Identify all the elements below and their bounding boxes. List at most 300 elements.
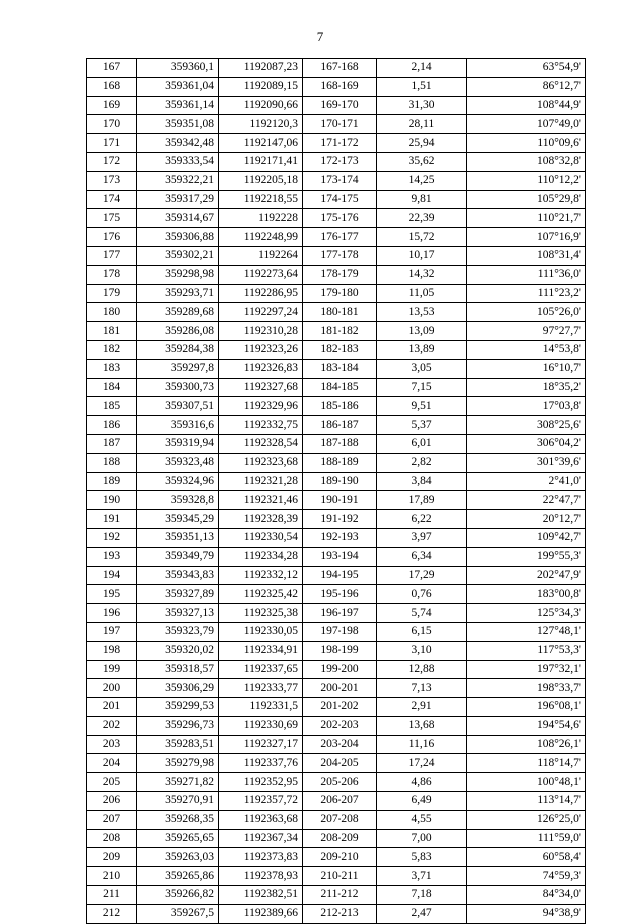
segment-cell: 167-168 — [303, 59, 377, 78]
length-cell: 35,62 — [377, 152, 467, 171]
length-cell: 7,18 — [377, 886, 467, 905]
table-row — [87, 340, 586, 359]
point-number-cell: 209 — [87, 848, 137, 867]
length-cell: 3,97 — [377, 528, 467, 547]
x-coordinate-cell: 359286,08 — [137, 322, 219, 341]
segment-cell: 180-181 — [303, 303, 377, 322]
point-number-cell: 185 — [87, 397, 137, 416]
length-cell: 28,11 — [377, 115, 467, 134]
x-coordinate-cell: 359333,54 — [137, 152, 219, 171]
segment-cell: 172-173 — [303, 152, 377, 171]
table-row — [87, 491, 586, 510]
x-coordinate-cell: 359360,1 — [137, 59, 219, 78]
y-coordinate-cell: 1192087,23 — [219, 59, 303, 78]
point-number-cell: 204 — [87, 754, 137, 773]
point-number-cell: 205 — [87, 773, 137, 792]
segment-cell: 205-206 — [303, 773, 377, 792]
table-row — [87, 904, 586, 923]
length-cell: 5,83 — [377, 848, 467, 867]
point-number-cell: 188 — [87, 453, 137, 472]
segment-cell: 210-211 — [303, 867, 377, 886]
segment-cell: 176-177 — [303, 228, 377, 247]
direction-angle-cell: 74°59,3' — [467, 867, 586, 886]
table-row — [87, 604, 586, 623]
y-coordinate-cell: 1192323,26 — [219, 340, 303, 359]
direction-angle-cell: 127°48,1' — [467, 622, 586, 641]
point-number-cell: 168 — [87, 77, 137, 96]
direction-angle-cell: 117°53,3' — [467, 641, 586, 660]
table-row — [87, 303, 586, 322]
segment-cell: 203-204 — [303, 735, 377, 754]
y-coordinate-cell: 1192327,17 — [219, 735, 303, 754]
y-coordinate-cell: 1192205,18 — [219, 171, 303, 190]
length-cell: 25,94 — [377, 134, 467, 153]
x-coordinate-cell: 359318,57 — [137, 660, 219, 679]
segment-cell: 169-170 — [303, 96, 377, 115]
point-number-cell: 195 — [87, 585, 137, 604]
x-coordinate-cell: 359297,8 — [137, 359, 219, 378]
x-coordinate-cell: 359271,82 — [137, 773, 219, 792]
coordinates-table — [86, 58, 586, 924]
point-number-cell: 197 — [87, 622, 137, 641]
table-row — [87, 641, 586, 660]
point-number-cell: 210 — [87, 867, 137, 886]
y-coordinate-cell: 1192090,66 — [219, 96, 303, 115]
segment-cell: 187-188 — [303, 434, 377, 453]
point-number-cell: 190 — [87, 491, 137, 510]
table-row — [87, 96, 586, 115]
point-number-cell: 178 — [87, 265, 137, 284]
x-coordinate-cell: 359322,21 — [137, 171, 219, 190]
point-number-cell: 182 — [87, 340, 137, 359]
x-coordinate-cell: 359283,51 — [137, 735, 219, 754]
y-coordinate-cell: 1192218,55 — [219, 190, 303, 209]
direction-angle-cell: 118°14,7' — [467, 754, 586, 773]
segment-cell: 175-176 — [303, 209, 377, 228]
point-number-cell: 192 — [87, 528, 137, 547]
point-number-cell: 187 — [87, 434, 137, 453]
direction-angle-cell: 107°49,0' — [467, 115, 586, 134]
y-coordinate-cell: 1192330,05 — [219, 622, 303, 641]
table-row — [87, 322, 586, 341]
y-coordinate-cell: 1192329,96 — [219, 397, 303, 416]
point-number-cell: 174 — [87, 190, 137, 209]
x-coordinate-cell: 359351,13 — [137, 528, 219, 547]
direction-angle-cell: 111°36,0' — [467, 265, 586, 284]
point-number-cell: 170 — [87, 115, 137, 134]
point-number-cell: 196 — [87, 604, 137, 623]
y-coordinate-cell: 1192147,06 — [219, 134, 303, 153]
point-number-cell: 183 — [87, 359, 137, 378]
x-coordinate-cell: 359316,6 — [137, 416, 219, 435]
point-number-cell: 180 — [87, 303, 137, 322]
segment-cell: 194-195 — [303, 566, 377, 585]
y-coordinate-cell: 1192333,77 — [219, 679, 303, 698]
x-coordinate-cell: 359289,68 — [137, 303, 219, 322]
direction-angle-cell: 108°44,9' — [467, 96, 586, 115]
direction-angle-cell: 196°08,1' — [467, 698, 586, 717]
y-coordinate-cell: 1192228 — [219, 209, 303, 228]
direction-angle-cell: 105°29,8' — [467, 190, 586, 209]
length-cell: 6,01 — [377, 434, 467, 453]
direction-angle-cell: 2°41,0' — [467, 472, 586, 491]
y-coordinate-cell: 1192325,42 — [219, 585, 303, 604]
table-row — [87, 735, 586, 754]
length-cell: 6,15 — [377, 622, 467, 641]
point-number-cell: 169 — [87, 96, 137, 115]
y-coordinate-cell: 1192328,39 — [219, 510, 303, 529]
length-cell: 22,39 — [377, 209, 467, 228]
segment-cell: 174-175 — [303, 190, 377, 209]
segment-cell: 212-213 — [303, 904, 377, 923]
table-row — [87, 209, 586, 228]
length-cell: 4,86 — [377, 773, 467, 792]
point-number-cell: 171 — [87, 134, 137, 153]
x-coordinate-cell: 359361,04 — [137, 77, 219, 96]
segment-cell: 196-197 — [303, 604, 377, 623]
y-coordinate-cell: 1192332,75 — [219, 416, 303, 435]
length-cell: 15,72 — [377, 228, 467, 247]
x-coordinate-cell: 359345,29 — [137, 510, 219, 529]
x-coordinate-cell: 359324,96 — [137, 472, 219, 491]
length-cell: 11,16 — [377, 735, 467, 754]
segment-cell: 183-184 — [303, 359, 377, 378]
table-row — [87, 510, 586, 529]
direction-angle-cell: 86°12,7' — [467, 77, 586, 96]
x-coordinate-cell: 359306,88 — [137, 228, 219, 247]
y-coordinate-cell: 1192337,65 — [219, 660, 303, 679]
point-number-cell: 201 — [87, 698, 137, 717]
x-coordinate-cell: 359361,14 — [137, 96, 219, 115]
x-coordinate-cell: 359323,48 — [137, 453, 219, 472]
x-coordinate-cell: 359306,29 — [137, 679, 219, 698]
point-number-cell: 179 — [87, 284, 137, 303]
x-coordinate-cell: 359268,35 — [137, 810, 219, 829]
y-coordinate-cell: 1192332,12 — [219, 566, 303, 585]
direction-angle-cell: 109°42,7' — [467, 528, 586, 547]
direction-angle-cell: 22°47,7' — [467, 491, 586, 510]
coordinates-table-body — [87, 59, 586, 924]
y-coordinate-cell: 1192330,54 — [219, 528, 303, 547]
point-number-cell: 191 — [87, 510, 137, 529]
direction-angle-cell: 108°32,8' — [467, 152, 586, 171]
table-row — [87, 171, 586, 190]
y-coordinate-cell: 1192297,24 — [219, 303, 303, 322]
direction-angle-cell: 84°34,0' — [467, 886, 586, 905]
y-coordinate-cell: 1192334,91 — [219, 641, 303, 660]
direction-angle-cell: 60°58,4' — [467, 848, 586, 867]
length-cell: 2,14 — [377, 59, 467, 78]
direction-angle-cell: 107°16,9' — [467, 228, 586, 247]
point-number-cell: 172 — [87, 152, 137, 171]
table-row — [87, 698, 586, 717]
length-cell: 3,10 — [377, 641, 467, 660]
table-row — [87, 134, 586, 153]
table-row — [87, 434, 586, 453]
segment-cell: 193-194 — [303, 547, 377, 566]
point-number-cell: 186 — [87, 416, 137, 435]
point-number-cell: 207 — [87, 810, 137, 829]
point-number-cell: 184 — [87, 378, 137, 397]
table-row — [87, 679, 586, 698]
length-cell: 5,37 — [377, 416, 467, 435]
table-row — [87, 397, 586, 416]
segment-cell: 182-183 — [303, 340, 377, 359]
table-row — [87, 59, 586, 78]
table-row — [87, 528, 586, 547]
length-cell: 13,68 — [377, 716, 467, 735]
table-row — [87, 810, 586, 829]
table-row — [87, 867, 586, 886]
table-row — [87, 246, 586, 265]
length-cell: 12,88 — [377, 660, 467, 679]
length-cell: 13,89 — [377, 340, 467, 359]
point-number-cell: 193 — [87, 547, 137, 566]
direction-angle-cell: 94°38,9' — [467, 904, 586, 923]
table-row — [87, 284, 586, 303]
direction-angle-cell: 108°31,4' — [467, 246, 586, 265]
x-coordinate-cell: 359307,51 — [137, 397, 219, 416]
direction-angle-cell: 18°35,2' — [467, 378, 586, 397]
x-coordinate-cell: 359323,79 — [137, 622, 219, 641]
length-cell: 3,71 — [377, 867, 467, 886]
y-coordinate-cell: 1192378,93 — [219, 867, 303, 886]
segment-cell: 184-185 — [303, 378, 377, 397]
segment-cell: 181-182 — [303, 322, 377, 341]
segment-cell: 189-190 — [303, 472, 377, 491]
point-number-cell: 173 — [87, 171, 137, 190]
segment-cell: 206-207 — [303, 792, 377, 811]
page-number: 7 — [316, 29, 324, 44]
point-number-cell: 199 — [87, 660, 137, 679]
direction-angle-cell: 113°14,7' — [467, 792, 586, 811]
table-row — [87, 453, 586, 472]
point-number-cell: 208 — [87, 829, 137, 848]
length-cell: 6,22 — [377, 510, 467, 529]
table-row — [87, 359, 586, 378]
x-coordinate-cell: 359270,91 — [137, 792, 219, 811]
x-coordinate-cell: 359296,73 — [137, 716, 219, 735]
point-number-cell: 198 — [87, 641, 137, 660]
direction-angle-cell: 198°33,7' — [467, 679, 586, 698]
y-coordinate-cell: 1192327,68 — [219, 378, 303, 397]
table-row — [87, 416, 586, 435]
y-coordinate-cell: 1192367,34 — [219, 829, 303, 848]
segment-cell: 170-171 — [303, 115, 377, 134]
segment-cell: 171-172 — [303, 134, 377, 153]
table-row — [87, 886, 586, 905]
table-row — [87, 472, 586, 491]
table-row — [87, 848, 586, 867]
point-number-cell: 206 — [87, 792, 137, 811]
length-cell: 17,89 — [377, 491, 467, 510]
point-number-cell: 189 — [87, 472, 137, 491]
y-coordinate-cell: 1192264 — [219, 246, 303, 265]
point-number-cell: 176 — [87, 228, 137, 247]
length-cell: 10,17 — [377, 246, 467, 265]
y-coordinate-cell: 1192321,28 — [219, 472, 303, 491]
length-cell: 1,51 — [377, 77, 467, 96]
x-coordinate-cell: 359299,53 — [137, 698, 219, 717]
length-cell: 13,09 — [377, 322, 467, 341]
y-coordinate-cell: 1192273,64 — [219, 265, 303, 284]
y-coordinate-cell: 1192120,3 — [219, 115, 303, 134]
direction-angle-cell: 63°54,9' — [467, 59, 586, 78]
x-coordinate-cell: 359327,13 — [137, 604, 219, 623]
direction-angle-cell: 197°32,1' — [467, 660, 586, 679]
segment-cell: 192-193 — [303, 528, 377, 547]
segment-cell: 191-192 — [303, 510, 377, 529]
x-coordinate-cell: 359284,38 — [137, 340, 219, 359]
table-row — [87, 228, 586, 247]
x-coordinate-cell: 359349,79 — [137, 547, 219, 566]
y-coordinate-cell: 1192321,46 — [219, 491, 303, 510]
y-coordinate-cell: 1192337,76 — [219, 754, 303, 773]
length-cell: 2,82 — [377, 453, 467, 472]
y-coordinate-cell: 1192352,95 — [219, 773, 303, 792]
direction-angle-cell: 126°25,0' — [467, 810, 586, 829]
direction-angle-cell: 111°59,0' — [467, 829, 586, 848]
y-coordinate-cell: 1192389,66 — [219, 904, 303, 923]
segment-cell: 188-189 — [303, 453, 377, 472]
x-coordinate-cell: 359263,03 — [137, 848, 219, 867]
length-cell: 13,53 — [377, 303, 467, 322]
direction-angle-cell: 110°12,2' — [467, 171, 586, 190]
x-coordinate-cell: 359343,83 — [137, 566, 219, 585]
y-coordinate-cell: 1192171,41 — [219, 152, 303, 171]
table-row — [87, 660, 586, 679]
table-row — [87, 773, 586, 792]
direction-angle-cell: 111°23,2' — [467, 284, 586, 303]
segment-cell: 185-186 — [303, 397, 377, 416]
segment-cell: 173-174 — [303, 171, 377, 190]
y-coordinate-cell: 1192248,99 — [219, 228, 303, 247]
length-cell: 11,05 — [377, 284, 467, 303]
length-cell: 7,13 — [377, 679, 467, 698]
table-row — [87, 829, 586, 848]
table-row — [87, 378, 586, 397]
y-coordinate-cell: 1192330,69 — [219, 716, 303, 735]
segment-cell: 208-209 — [303, 829, 377, 848]
direction-angle-cell: 125°34,3' — [467, 604, 586, 623]
table-row — [87, 585, 586, 604]
x-coordinate-cell: 359314,67 — [137, 209, 219, 228]
segment-cell: 197-198 — [303, 622, 377, 641]
table-row — [87, 77, 586, 96]
table-row — [87, 566, 586, 585]
segment-cell: 200-201 — [303, 679, 377, 698]
direction-angle-cell: 108°26,1' — [467, 735, 586, 754]
length-cell: 17,29 — [377, 566, 467, 585]
x-coordinate-cell: 359317,29 — [137, 190, 219, 209]
table-row — [87, 716, 586, 735]
y-coordinate-cell: 1192286,95 — [219, 284, 303, 303]
point-number-cell: 211 — [87, 886, 137, 905]
table-row — [87, 265, 586, 284]
segment-cell: 178-179 — [303, 265, 377, 284]
x-coordinate-cell: 359279,98 — [137, 754, 219, 773]
direction-angle-cell: 183°00,8' — [467, 585, 586, 604]
segment-cell: 202-203 — [303, 716, 377, 735]
point-number-cell: 181 — [87, 322, 137, 341]
point-number-cell: 200 — [87, 679, 137, 698]
x-coordinate-cell: 359302,21 — [137, 246, 219, 265]
y-coordinate-cell: 1192323,68 — [219, 453, 303, 472]
length-cell: 7,15 — [377, 378, 467, 397]
direction-angle-cell: 20°12,7' — [467, 510, 586, 529]
length-cell: 0,76 — [377, 585, 467, 604]
direction-angle-cell: 97°27,7' — [467, 322, 586, 341]
x-coordinate-cell: 359265,65 — [137, 829, 219, 848]
x-coordinate-cell: 359351,08 — [137, 115, 219, 134]
y-coordinate-cell: 1192328,54 — [219, 434, 303, 453]
direction-angle-cell: 17°03,8' — [467, 397, 586, 416]
length-cell: 14,32 — [377, 265, 467, 284]
segment-cell: 198-199 — [303, 641, 377, 660]
point-number-cell: 177 — [87, 246, 137, 265]
segment-cell: 207-208 — [303, 810, 377, 829]
length-cell: 14,25 — [377, 171, 467, 190]
table-row — [87, 622, 586, 641]
direction-angle-cell: 199°55,3' — [467, 547, 586, 566]
length-cell: 2,47 — [377, 904, 467, 923]
segment-cell: 190-191 — [303, 491, 377, 510]
point-number-cell: 175 — [87, 209, 137, 228]
x-coordinate-cell: 359266,82 — [137, 886, 219, 905]
segment-cell: 177-178 — [303, 246, 377, 265]
segment-cell: 209-210 — [303, 848, 377, 867]
x-coordinate-cell: 359298,98 — [137, 265, 219, 284]
x-coordinate-cell: 359320,02 — [137, 641, 219, 660]
length-cell: 31,30 — [377, 96, 467, 115]
segment-cell: 195-196 — [303, 585, 377, 604]
point-number-cell: 202 — [87, 716, 137, 735]
direction-angle-cell: 100°48,1' — [467, 773, 586, 792]
direction-angle-cell: 301°39,6' — [467, 453, 586, 472]
table-row — [87, 792, 586, 811]
segment-cell: 199-200 — [303, 660, 377, 679]
direction-angle-cell: 16°10,7' — [467, 359, 586, 378]
direction-angle-cell: 110°21,7' — [467, 209, 586, 228]
length-cell: 17,24 — [377, 754, 467, 773]
point-number-cell: 203 — [87, 735, 137, 754]
direction-angle-cell: 110°09,6' — [467, 134, 586, 153]
table-row — [87, 547, 586, 566]
direction-angle-cell: 14°53,8' — [467, 340, 586, 359]
y-coordinate-cell: 1192373,83 — [219, 848, 303, 867]
length-cell: 6,34 — [377, 547, 467, 566]
segment-cell: 201-202 — [303, 698, 377, 717]
segment-cell: 168-169 — [303, 77, 377, 96]
y-coordinate-cell: 1192382,51 — [219, 886, 303, 905]
direction-angle-cell: 194°54,6' — [467, 716, 586, 735]
y-coordinate-cell: 1192363,68 — [219, 810, 303, 829]
length-cell: 4,55 — [377, 810, 467, 829]
table-row — [87, 754, 586, 773]
table-row — [87, 152, 586, 171]
x-coordinate-cell: 359267,5 — [137, 904, 219, 923]
y-coordinate-cell: 1192310,28 — [219, 322, 303, 341]
direction-angle-cell: 308°25,6' — [467, 416, 586, 435]
direction-angle-cell: 202°47,9' — [467, 566, 586, 585]
table-row — [87, 115, 586, 134]
y-coordinate-cell: 1192334,28 — [219, 547, 303, 566]
segment-cell: 179-180 — [303, 284, 377, 303]
length-cell: 9,81 — [377, 190, 467, 209]
segment-cell: 211-212 — [303, 886, 377, 905]
point-number-cell: 194 — [87, 566, 137, 585]
length-cell: 9,51 — [377, 397, 467, 416]
